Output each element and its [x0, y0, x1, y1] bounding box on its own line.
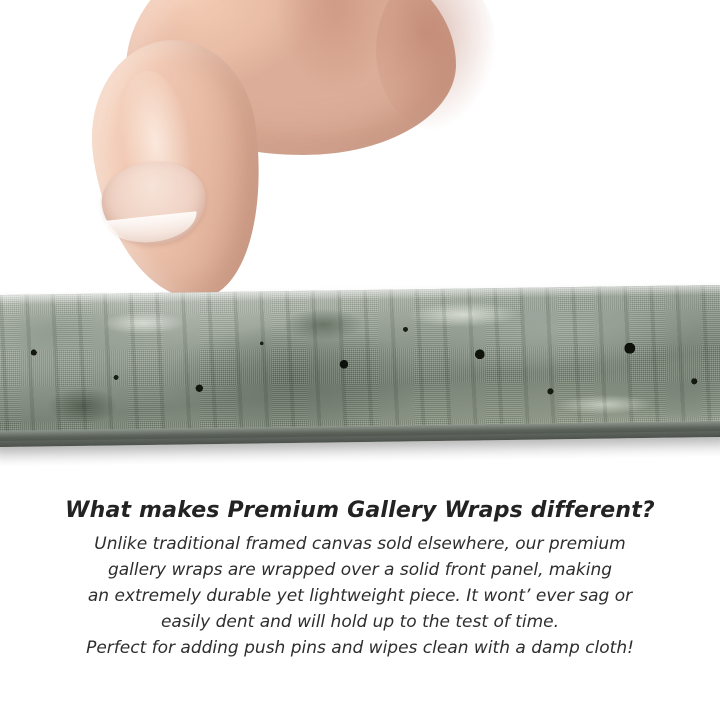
caption-body	[50, 531, 670, 661]
caption-line: an extremely durable yet lightweight piece. It wont’ ever sag or	[87, 586, 633, 606]
caption-line: Perfect for adding push pins and wipes clean with a damp cloth!	[86, 638, 634, 658]
gallery-wrap-canvas-edge	[0, 285, 720, 447]
caption-line: Unlike traditional framed canvas sold elsewhere, our premium	[94, 534, 626, 554]
caption-block	[0, 498, 720, 661]
hand-photo	[86, 0, 476, 320]
caption-line: gallery wraps are wrapped over a solid front panel, making	[107, 560, 613, 580]
caption-heading: What makes Premium Gallery Wraps different?	[65, 498, 655, 523]
caption-line: easily dent and will hold up to the test of time.	[160, 612, 560, 632]
knuckle-shadow-right	[376, 0, 496, 130]
